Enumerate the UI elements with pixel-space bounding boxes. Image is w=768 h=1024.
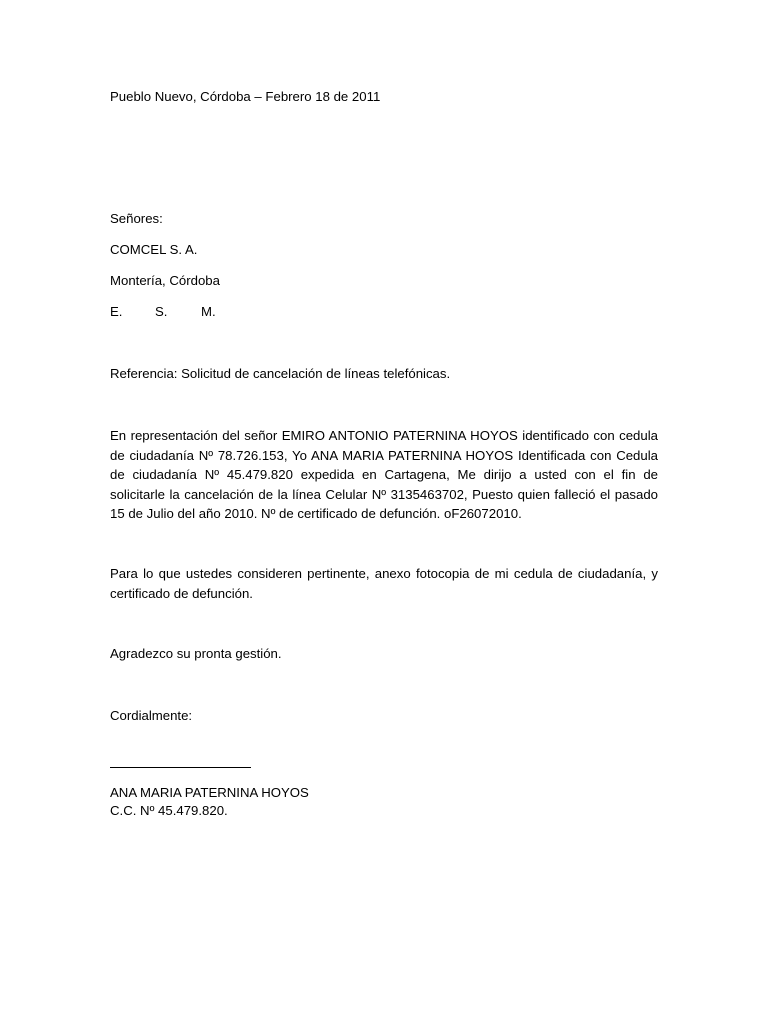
signer-id: C.C. Nº 45.479.820. xyxy=(110,803,228,818)
recipient-company: COMCEL S. A. xyxy=(110,242,198,257)
esm-s: S. xyxy=(155,304,168,319)
place-date: Pueblo Nuevo, Córdoba – Febrero 18 de 2011 xyxy=(110,89,381,104)
closing-line: Cordialmente: xyxy=(110,708,193,723)
esm-m: M. xyxy=(201,304,216,319)
salutation: Señores: xyxy=(110,211,163,226)
reference-line: Referencia: Solicitud de cancelación de líneas telefónicas. xyxy=(110,366,451,381)
signature-line xyxy=(110,767,251,768)
signer-name: ANA MARIA PATERNINA HOYOS xyxy=(110,785,309,800)
thanks-line: Agradezco su pronta gestión. xyxy=(110,646,282,661)
body-paragraph-1: En representación del señor EMIRO ANTONIO PATERNINA HOYOS identificado con cedula de ciudadanía Nº 78.726.153, Yo ANA MARIA PATERNINA HOYOS Identificada con Cedula de ciudadanía Nº 45.479.820 expedida en Cartagena, Me dirijo a usted con el fin de solicitarle la cancelación de la línea Celular Nº 3135463702, Puesto quien falleció el pasado 15 de Julio del año 2010. Nº de certificado de defunción. oF26072010. xyxy=(110,428,658,521)
esm-e: E. xyxy=(110,304,123,319)
body-paragraph-2: Para lo que ustedes consideren pertinente, anexo fotocopia de mi cedula de ciudadanía, y certificado de defunción. xyxy=(110,566,658,601)
recipient-city: Montería, Córdoba xyxy=(110,273,220,288)
